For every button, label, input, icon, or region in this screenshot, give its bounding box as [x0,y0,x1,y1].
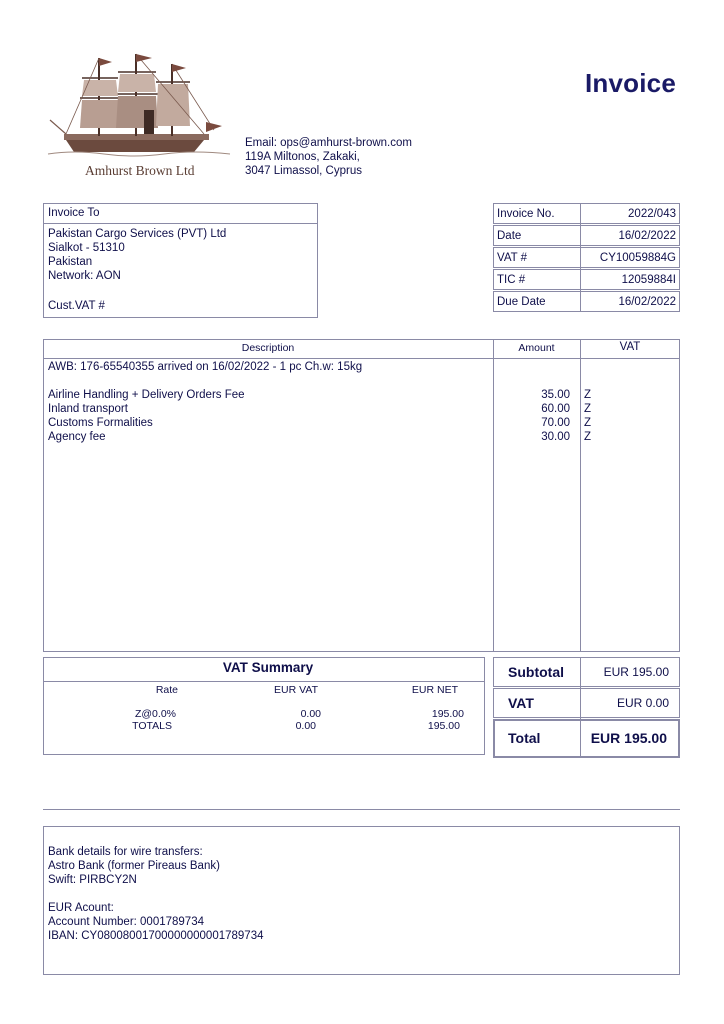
item-description: Agency fee [48,431,106,443]
vat-summary-vat: 0.00 [300,708,321,720]
item-vat: Z [584,389,592,401]
invoice-to-line: Sialkot - 51310 [48,242,125,254]
bank-line [48,887,264,901]
total-label: Total [508,730,541,746]
vat-label: VAT [508,695,534,711]
vat-summary-header-net: EUR NET [411,684,458,696]
meta-label: VAT # [497,252,528,264]
vat-summary-rate: Z@0.0% [134,708,176,720]
meta-label: TIC # [497,274,526,286]
customer-vat-label: Cust.VAT # [48,300,105,312]
meta-value: 16/02/2022 [618,296,676,308]
column-header-description: Description [241,342,295,354]
bank-line: Account Number: 0001789734 [48,916,204,928]
meta-label: Date [497,230,522,242]
column-header-vat: VAT [619,341,641,353]
vat-summary-header-vat: EUR VAT [274,684,318,696]
item-vat: Z [584,431,592,443]
bank-line: EUR Acount: [48,902,114,914]
company-address-line2: 3047 Limassol, Cyprus [245,165,362,177]
section-divider [43,809,680,810]
subtotal-value: EUR 195.00 [603,665,669,679]
invoice-to-line: Pakistan Cargo Services (PVT) Ltd [48,228,227,240]
meta-value: 2022/043 [628,208,676,220]
item-vat: Z [584,417,592,429]
vat-summary-vat: 0.00 [295,720,316,732]
item-amount: 30.00 [541,431,570,443]
meta-value: 12059884I [621,274,676,286]
meta-value: CY10059884G [599,252,676,264]
meta-label: Due Date [497,296,546,308]
item-amount: 35.00 [541,389,570,401]
item-amount: 70.00 [541,417,570,429]
vat-summary-net: 195.00 [431,708,464,720]
item-vat: Z [584,403,592,415]
meta-label: Invoice No. [497,208,555,220]
invoice-to-line: Network: AON [48,270,121,282]
bank-details [48,845,264,943]
company-email: Email: ops@amhurst-brown.com [245,137,412,149]
vat-summary-rate: TOTALS [132,720,172,732]
vat-summary-header-rate: Rate [155,684,178,696]
company-contact [245,136,412,178]
vat-summary-net: 195.00 [427,720,460,732]
document-title: Invoice [585,68,676,98]
invoice-to-line: Pakistan [48,256,93,268]
item-description: Customs Formalities [48,417,153,429]
company-logo-text: Amhurst Brown Ltd [85,163,195,178]
subtotal-label: Subtotal [508,664,564,680]
sailing-ship-icon [44,48,234,163]
bank-line: Astro Bank (former Pireaus Bank) [48,860,220,872]
vat-summary-title: VAT Summary [222,660,314,675]
column-header-amount: Amount [518,342,555,354]
item-description: Inland transport [48,403,128,415]
total-value: EUR 195.00 [590,730,667,746]
invoice-to-header: Invoice To [48,207,100,219]
company-address-line1: 119A Miltonos, Zakaki, [245,151,360,163]
item-description: Airline Handling + Delivery Orders Fee [48,389,245,401]
awb-line: AWB: 176-65540355 arrived on 16/02/2022 - 1 pc Ch.w: 15kg [48,361,363,373]
vat-value: EUR 0.00 [616,696,669,710]
bank-line: IBAN: CY08008001700000000001789734 [48,930,264,942]
invoice-to-address [48,227,226,283]
bank-line: Swift: PIRBCY2N [48,874,137,886]
company-logo [44,48,234,183]
meta-value: 16/02/2022 [618,230,676,242]
item-amount: 60.00 [541,403,570,415]
bank-line: Bank details for wire transfers: [48,846,203,858]
